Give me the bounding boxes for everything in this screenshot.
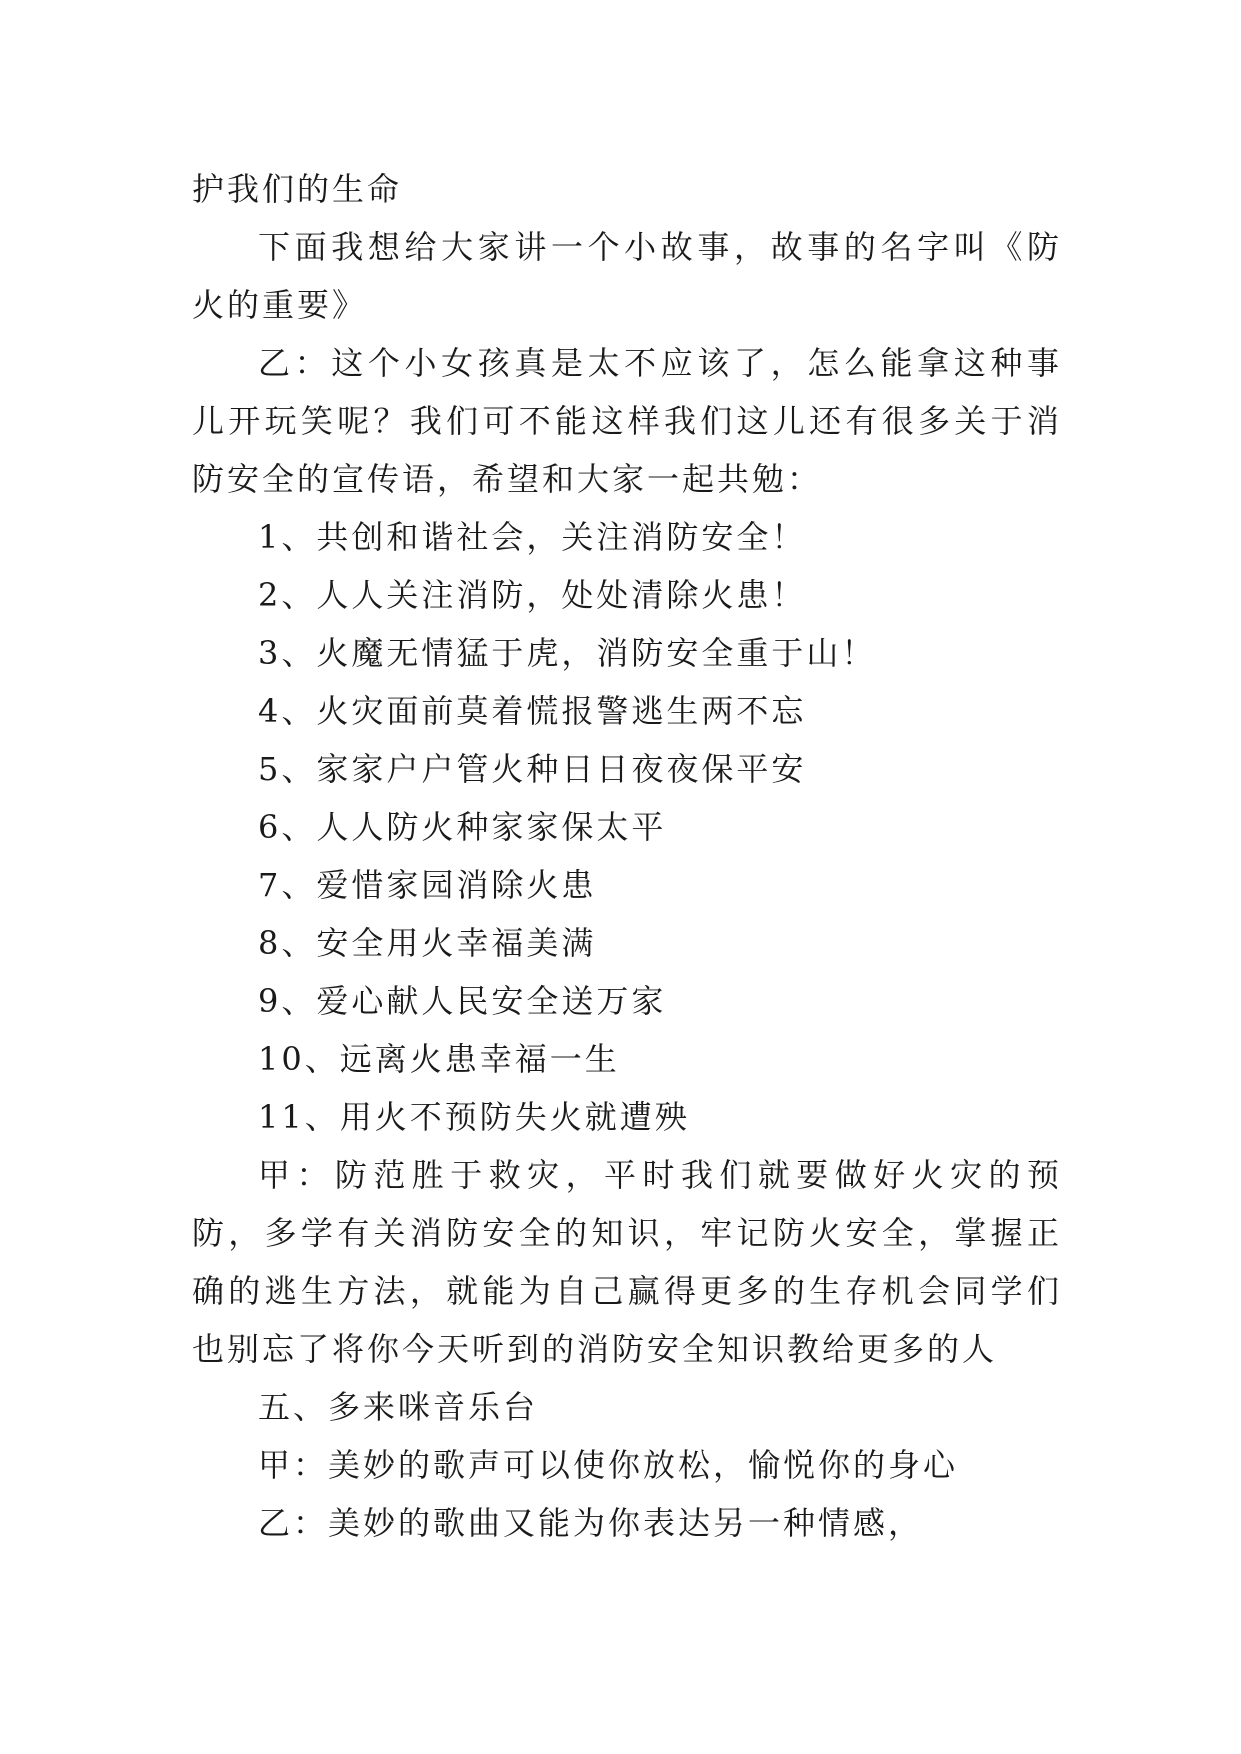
slogan-item: 3、火魔无情猛于虎，消防安全重于山！ <box>258 634 877 672</box>
paragraph: 乙：这个小女孩真是太不应该了，怎么能拿这种事儿开玩笑呢？我们可不能这样我们这儿还有很多关于消防安全的宣传语，希望和大家一起共勉： <box>192 344 1062 498</box>
section-heading: 五、多来咪音乐台 <box>258 1388 539 1426</box>
slogan-item: 2、人人关注消防，处处清除火患！ <box>258 576 807 614</box>
paragraph: 乙：美妙的歌曲又能为你表达另一种情感， <box>258 1504 924 1542</box>
slogan-item: 9、爱心献人民安全送万家 <box>258 982 667 1020</box>
slogan-item: 7、爱惜家园消除火患 <box>258 866 597 904</box>
slogan-item: 10、远离火患幸福一生 <box>258 1040 620 1078</box>
paragraph: 护我们的生命 <box>192 170 403 208</box>
slogan-item: 4、火灾面前莫着慌报警逃生两不忘 <box>258 692 807 730</box>
slogan-item: 11、用火不预防失火就遭殃 <box>258 1098 690 1136</box>
slogan-item: 5、家家户户管火种日日夜夜保平安 <box>258 750 807 788</box>
paragraph: 甲：美妙的歌声可以使你放松，愉悦你的身心 <box>258 1446 959 1484</box>
slogan-item: 1、共创和谐社会，关注消防安全！ <box>258 518 807 556</box>
paragraph: 下面我想给大家讲一个小故事，故事的名字叫《防火的重要》 <box>192 228 1062 324</box>
paragraph: 甲：防范胜于救灾，平时我们就要做好火灾的预防，多学有关消防安全的知识，牢记防火安全，掌握正确的逃生方法，就能为自己赢得更多的生存机会同学们也别忘了将你今天听到的消防安全知识教给更多的人 <box>192 1156 1062 1368</box>
slogan-item: 8、安全用火幸福美满 <box>258 924 597 962</box>
slogan-item: 6、人人防火种家家保太平 <box>258 808 667 846</box>
document-body <box>192 160 1062 1552</box>
